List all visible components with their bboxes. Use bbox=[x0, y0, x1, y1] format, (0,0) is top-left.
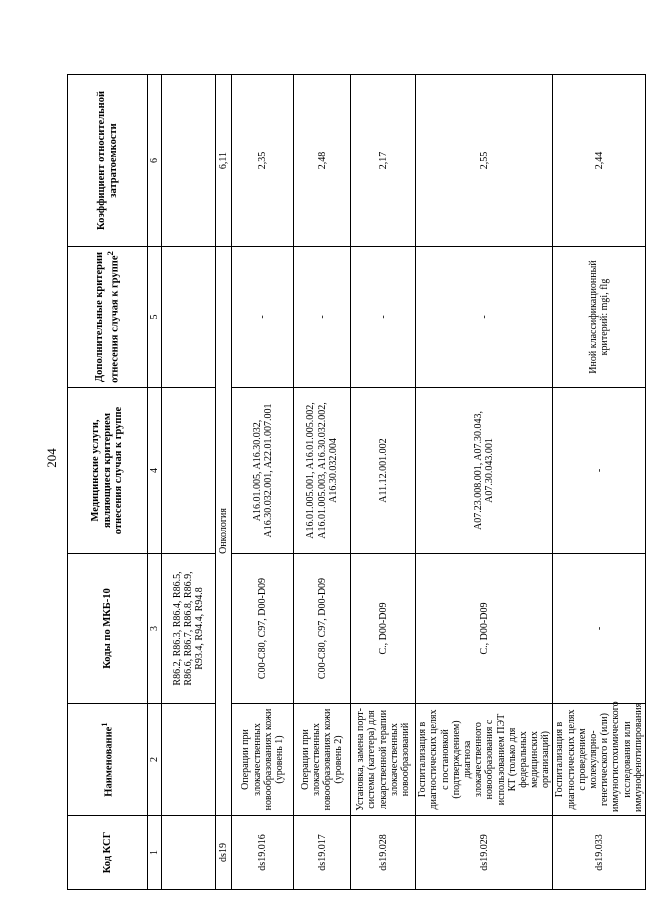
section-code: ds19 bbox=[216, 816, 232, 890]
ksg-name: Операции при злокачественных новообразованиях кожи (уровень 1) bbox=[232, 704, 294, 816]
ksg-coefficient: 2,17 bbox=[351, 75, 416, 247]
column-number: 5 bbox=[148, 247, 162, 388]
ksg-coefficient: 2,55 bbox=[416, 75, 553, 247]
ksg-name: Госпитализация в диагностических целях с проведением молекулярно-генетического и (или) иммуногистохимического исследования или иммунофенотипирования bbox=[553, 704, 646, 816]
ksg-extra: Иной классификационный критерий: mgi, flg bbox=[553, 247, 646, 388]
header-mkb: Коды по МКБ-10 bbox=[68, 554, 148, 704]
column-number: 3 bbox=[148, 554, 162, 704]
table-cell bbox=[162, 388, 216, 554]
column-number: 6 bbox=[148, 75, 162, 247]
header-extra: Дополнительные критерии отнесения случая к группе$^2$ bbox=[68, 247, 148, 388]
column-number: 1 bbox=[148, 816, 162, 890]
page-number: 204 bbox=[43, 448, 59, 468]
ksg-mkb: C00-C80, C97, D00-D09 bbox=[232, 554, 294, 704]
header-code: Код КСГ bbox=[68, 816, 148, 890]
rotated-table-wrapper bbox=[67, 75, 644, 890]
header-services: Медицинские услуги, являющиеся критерием отнесения случая к группе bbox=[68, 388, 148, 554]
table-row bbox=[351, 75, 416, 890]
table-cell bbox=[162, 247, 216, 388]
ksg-services: A16.01.005, A16.30.032, A16.30.032.001, A22.01.007.001 bbox=[232, 388, 294, 554]
table-cell bbox=[162, 75, 216, 247]
section-label: Онкология bbox=[216, 247, 232, 816]
ksg-extra: - bbox=[232, 247, 294, 388]
ksg-services: A07.23.008.001, A07.30.043, A07.30.043.001 bbox=[416, 388, 553, 554]
ksg-name: Операции при злокачественных новообразованиях кожи (уровень 2) bbox=[294, 704, 351, 816]
ksg-mkb: C., D00-D09 bbox=[416, 554, 553, 704]
ksg-services: - bbox=[553, 388, 646, 554]
header-name: Наименование$^1$ bbox=[68, 704, 148, 816]
name-footnote-mark: 1 bbox=[98, 722, 109, 727]
ksg-services: A11.12.001.002 bbox=[351, 388, 416, 554]
ksg-mkb: C., D00-D09 bbox=[351, 554, 416, 704]
ksg-extra: - bbox=[294, 247, 351, 388]
header-row bbox=[68, 75, 148, 890]
ksg-mkb: C00-C80, C97, D00-D09 bbox=[294, 554, 351, 704]
table-cell bbox=[162, 704, 216, 816]
table-row bbox=[553, 75, 646, 890]
ksg-extra: - bbox=[351, 247, 416, 388]
ksg-code: ds19.017 bbox=[294, 816, 351, 890]
column-number-row bbox=[148, 75, 162, 890]
ksg-services: A16.01.005.001, A16.01.005.002, A16.01.005.003, A16.30.032.002, A16.30.032.004 bbox=[294, 388, 351, 554]
ksg-coefficient: 2,44 bbox=[553, 75, 646, 247]
ksg-coefficient: 2,48 bbox=[294, 75, 351, 247]
ksg-code: ds19.029 bbox=[416, 816, 553, 890]
ksg-mkb: - bbox=[553, 554, 646, 704]
ksg-code: ds19.028 bbox=[351, 816, 416, 890]
ksg-code: ds19.016 bbox=[232, 816, 294, 890]
extra-footnote-mark: 2 bbox=[104, 251, 115, 256]
column-number: 4 bbox=[148, 388, 162, 554]
continued-row bbox=[162, 75, 216, 890]
section-coefficient: 6,11 bbox=[216, 75, 232, 247]
ksg-name: Госпитализация в диагностических целях с постановкой (подтверждением) диагноза злокачественного новообразования с использованием ПЭТ КТ (только для федеральных медицинских организаций) bbox=[416, 704, 553, 816]
ksg-table bbox=[67, 74, 646, 890]
ksg-code: ds19.033 bbox=[553, 816, 646, 890]
ksg-name: Установка, замена порт-системы (катетера) для лекарственной терапии злокачественных новообразований bbox=[351, 704, 416, 816]
ksg-extra: - bbox=[416, 247, 553, 388]
table-row bbox=[232, 75, 294, 890]
table-row bbox=[416, 75, 553, 890]
section-row bbox=[216, 75, 232, 890]
table-cell bbox=[162, 816, 216, 890]
table-row bbox=[294, 75, 351, 890]
column-number: 2 bbox=[148, 704, 162, 816]
ksg-coefficient: 2,35 bbox=[232, 75, 294, 247]
header-coefficient: Коэффициент относительной затратоемкости bbox=[68, 75, 148, 247]
mkb-cell: R86.2, R86.3, R86.4, R86.5, R86.6, R86.7, R86.8, R86.9, R93.4, R94.4, R94.8 bbox=[162, 554, 216, 704]
